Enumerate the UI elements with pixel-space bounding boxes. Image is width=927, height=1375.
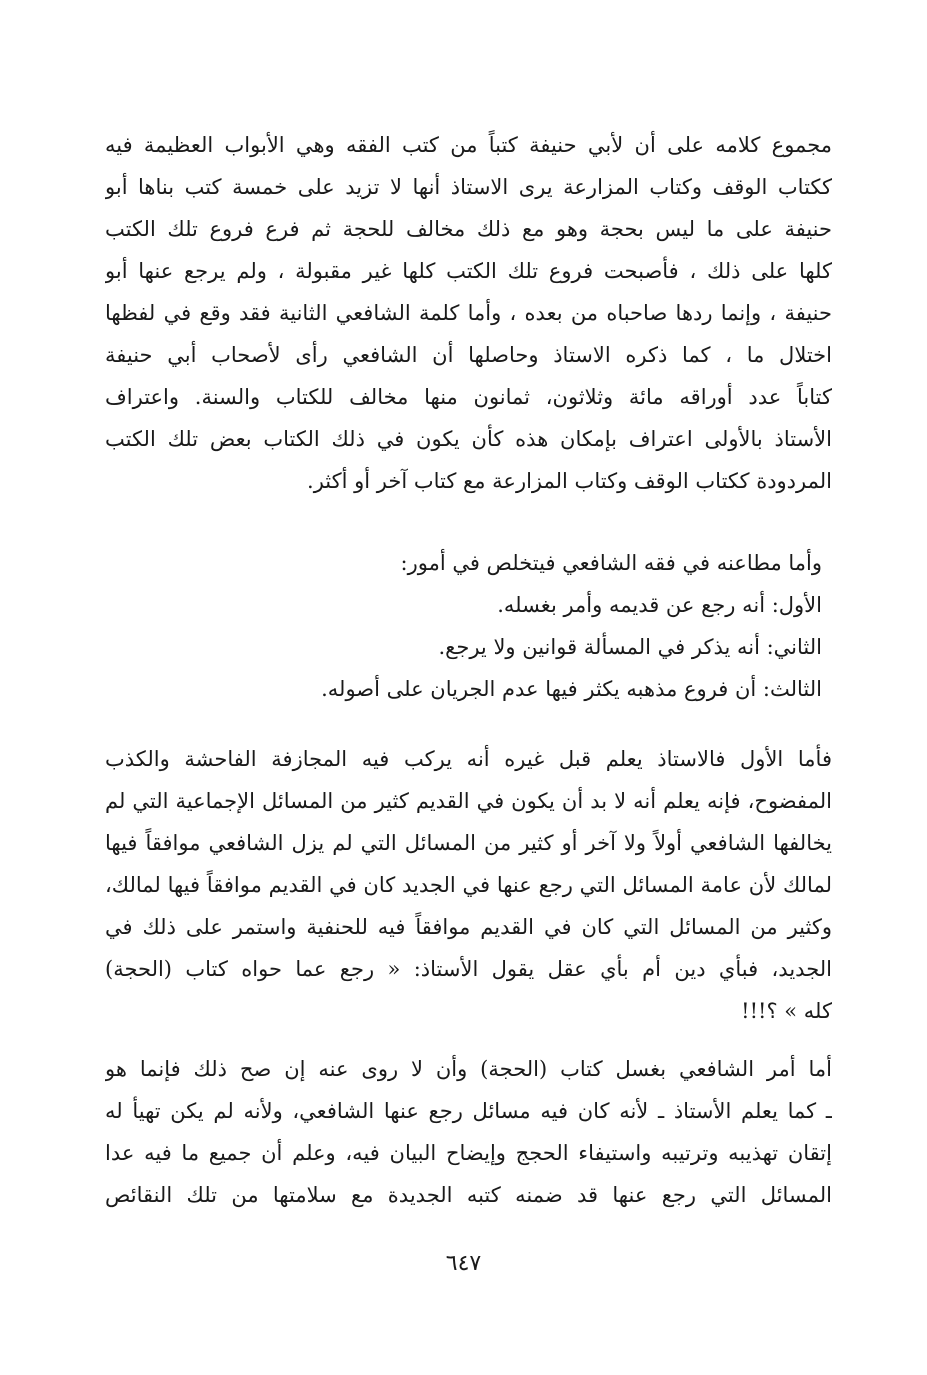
paragraph-4-line-3: إتقان تهذيبه وترتيبه واستيفاء الحجج وإيضاح البيان فيه، وعلم أن جميع ما فيه عدا — [105, 1141, 832, 1165]
paragraph-3-line-2: المفضوح، فإنه يعلم أنه لا بد أن يكون في القديم كثير من المسائل الإجماعية التي لم — [105, 789, 832, 813]
paragraph-1-line-3: حنيفة على ما ليس بحجة وهو مع ذلك مخالف للحجة ثم فرع فروع تلك الكتب — [105, 217, 832, 241]
paragraph-1-line-2: ككتاب الوقف وكتاب المزارعة يرى الاستاذ أنها لا تزيد على خمسة كتب بناها أبو — [105, 175, 832, 199]
paragraph-1-line-1: مجموع كلامه على أن لأبي حنيفة كتباً من كتب الفقه وهي الأبواب العظيمة فيه — [105, 133, 832, 157]
list-item-first: الأول: أنه رجع عن قديمه وأمر بغسله. — [497, 593, 822, 617]
page-number: ٦٤٧ — [445, 1251, 482, 1276]
paragraph-1-line-9: المردودة ككتاب الوقف وكتاب المزارعة مع كتاب آخر أو أكثر. — [307, 469, 832, 493]
paragraph-4-line-1: أما أمر الشافعي بغسل كتاب (الحجة) وأن لا روى عنه إن صح ذلك فإنما هو — [105, 1057, 832, 1081]
paragraph-2-intro: وأما مطاعنه في فقه الشافعي فيتخلص في أمور: — [400, 551, 822, 575]
paragraph-1-line-7: كتاباً عدد أوراقه مائة وثلاثون، ثمانون منها مخالف للكتاب والسنة. واعتراف — [105, 385, 832, 409]
paragraph-1-line-4: كلها على ذلك ، فأصبحت فروع تلك الكتب كلها غير مقبولة ، ولم يرجع عنها أبو — [105, 259, 832, 283]
paragraph-4-line-4: المسائل التي رجع عنها قد ضمنه كتبه الجديدة مع سلامتها من تلك النقائص — [105, 1183, 832, 1207]
paragraph-3-line-3: يخالفها الشافعي أولاً ولا آخر أو كثير من المسائل التي لم يزل الشافعي موافقاً فيها — [105, 831, 832, 855]
paragraph-3-line-1: فأما الأول فالاستاذ يعلم قبل غيره أنه يركب فيه المجازفة الفاحشة والكذب — [105, 747, 832, 771]
list-item-second: الثاني: أنه يذكر في المسألة قوانين ولا يرجع. — [438, 635, 822, 659]
paragraph-1-line-6: اختلال ما ، كما ذكره الاستاذ وحاصلها أن الشافعي رأى لأصحاب أبي حنيفة — [105, 343, 832, 367]
paragraph-3-line-7: كله » ؟!!! — [741, 999, 832, 1023]
paragraph-3-line-5: وكثير من المسائل التي كان في القديم موافقاً فيه للحنفية واستمر على ذلك في — [105, 915, 832, 939]
paragraph-1-line-5: حنيفة ، وإنما ردها صاحباه من بعده ، وأما كلمة الشافعي الثانية فقد وقع في لفظها — [105, 301, 832, 325]
paragraph-3-line-6: الجديد، فبأي دين أم بأي عقل يقول الأستاذ: « رجع عما حواه كتاب (الحجة) — [105, 957, 832, 981]
paragraph-1-line-8: الأستاذ بالأولى اعتراف بإمكان هذه كأن يكون في ذلك الكتاب بعض تلك الكتب — [105, 427, 832, 451]
paragraph-4-line-2: ـ كما يعلم الأستاذ ـ لأنه كان فيه مسائل رجع عنها الشافعي، ولأنه لم يكن تهيأ له — [105, 1099, 832, 1123]
list-item-third: الثالث: أن فروع مذهبه يكثر فيها عدم الجريان على أصوله. — [321, 677, 822, 701]
paragraph-3-line-4: لمالك لأن عامة المسائل التي رجع عنها في الجديد كان في القديم موافقاً فيها لمالك، — [105, 873, 832, 897]
